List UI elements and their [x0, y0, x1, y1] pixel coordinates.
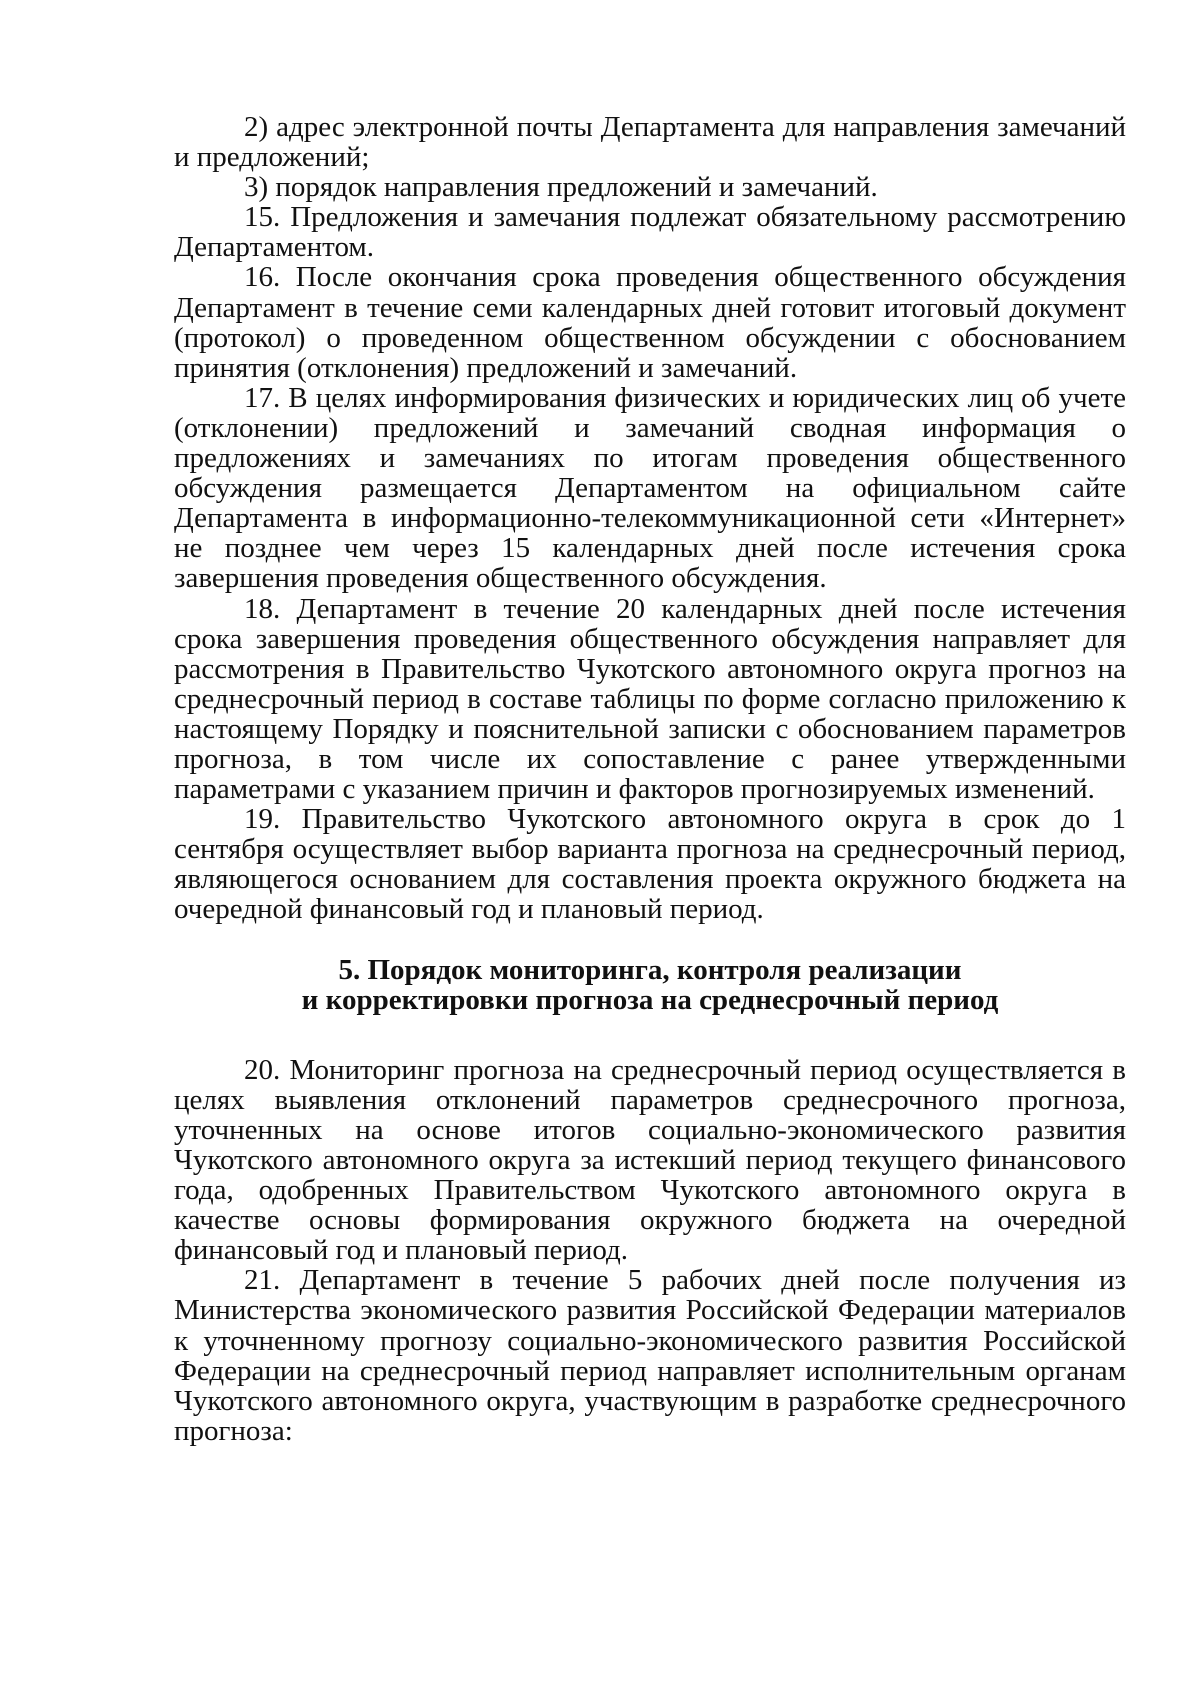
- section-heading-line-1: 5. Порядок мониторинга, контроля реализации: [338, 953, 962, 986]
- paragraph-15: 15. Предложения и замечания подлежат обязательному рассмотрению Департаментом.: [174, 201, 1126, 264]
- section-heading: [174, 955, 1126, 1015]
- paragraph-19: 19. Правительство Чукотского автономного округа в срок до 1 сентября осуществляет выбор варианта прогноза на среднесрочный период, являющегося основанием для составления проекта окружного бюджета на очередной финансовый год и плановый период.: [174, 803, 1126, 926]
- paragraph-20: 20. Мониторинг прогноза на среднесрочный период осуществляется в целях выявления отклонений параметров среднесрочного прогноза, уточненных на основе итогов социально-экономического развития Чукотского автономного округа за истекший период текущего финансового года, одобренных Правительством Чукотского автономного округа в качестве основы формирования окружного бюджета на очередной финансовый год и плановый период.: [174, 1053, 1126, 1267]
- paragraph-item-3: 3) порядок направления предложений и замечаний.: [244, 171, 878, 204]
- paragraph-21: 21. Департамент в течение 5 рабочих дней после получения из Министерства экономического развития Российской Федерации материалов к уточненному прогнозу социально-экономического развития Российской Федерации на среднесрочный период направляет исполнительным органам Чукотского автономного округа, участвующим в разработке среднесрочного прогноза:: [174, 1264, 1126, 1447]
- document-body: [174, 112, 1126, 1446]
- section-heading-line-2: и корректировки прогноза на среднесрочный период: [301, 983, 999, 1016]
- paragraph-16: 16. После окончания срока проведения общественного обсуждения Департамент в течение семи календарных дней готовит итоговый документ (протокол) о проведенном общественном обсуждении с обоснованием принятия (отклонения) предложений и замечаний.: [174, 261, 1126, 384]
- paragraph-item-2: 2) адрес электронной почты Департамента для направления замечаний и предложений;: [174, 111, 1126, 174]
- paragraph-17: 17. В целях информирования физических и юридических лиц об учете (отклонении) предложений и замечаний сводная информация о предложениях и замечаниях по итогам проведения общественного обсуждения размещается Департаментом на официальном сайте Департамента в информационно-телекоммуникационной сети «Интернет» не позднее чем через 15 календарных дней после истечения срока завершения проведения общественного обсуждения.: [174, 381, 1126, 595]
- paragraph-18: 18. Департамент в течение 20 календарных дней после истечения срока завершения проведения общественного обсуждения направляет для рассмотрения в Правительство Чукотского автономного округа прогноз на среднесрочный период в составе таблицы по форме согласно приложению к настоящему Порядку и пояснительной записки с обоснованием параметров прогноза, в том числе их сопоставление с ранее утвержденными параметрами с указанием причин и факторов прогнозируемых изменений.: [174, 592, 1126, 806]
